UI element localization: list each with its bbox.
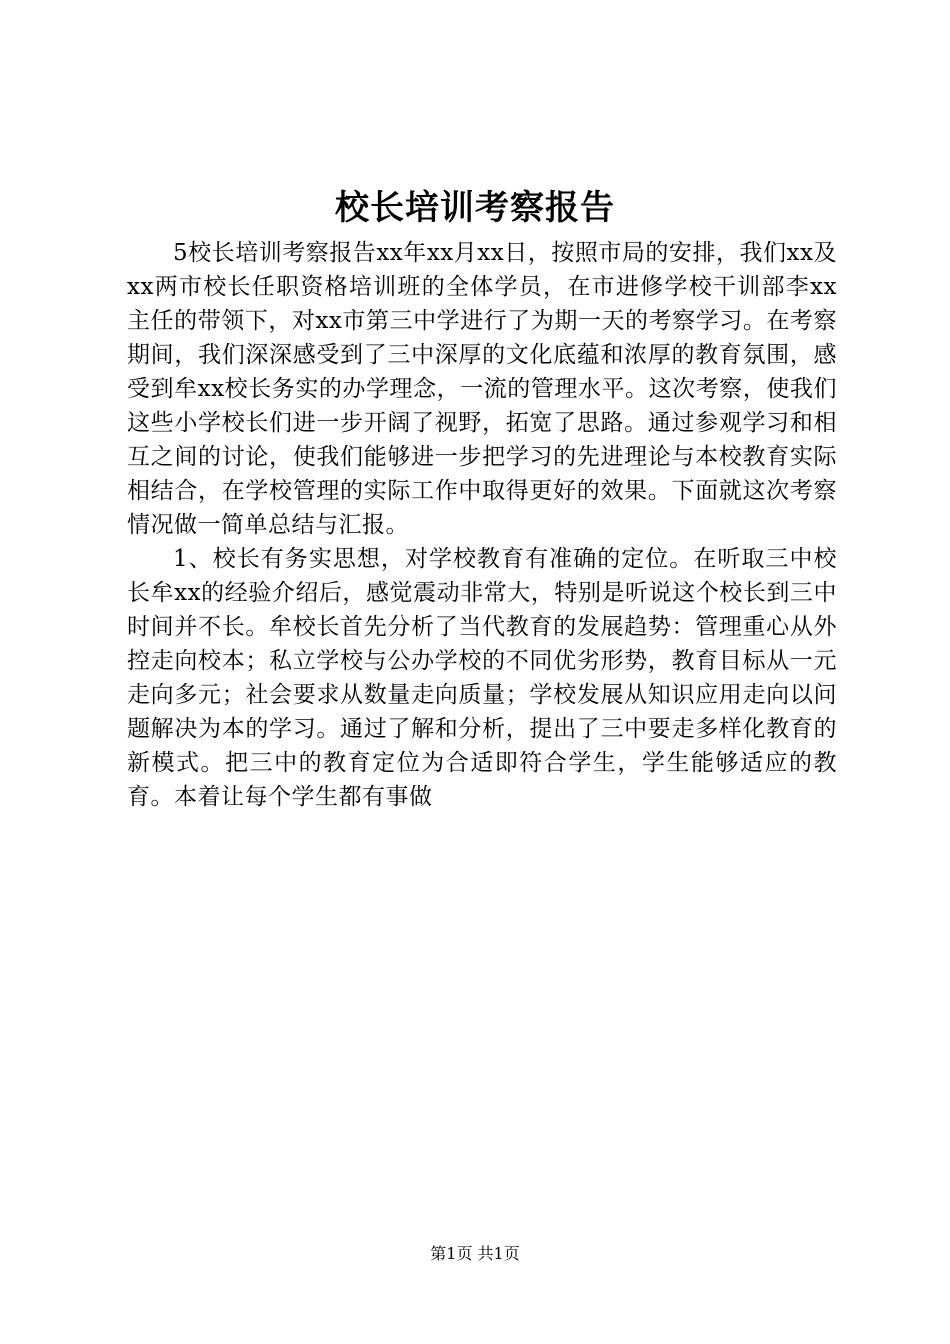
- body-paragraph-2: 1、校长有务实思想，对学校教育有准确的定位。在听取三中校长牟xx的经验介绍后，感觉震动非常大，特别是听说这个校长到三中时间并不长。牟校长首先分析了当代教育的发展趋势：管理重心从外控走向校本；私立学校与公办学校的不同优劣形势，教育目标从一元走向多元；社会要求从数量走向质量；学校发展从知识应用走向以问题解决为本的学习。通过了解和分析，提出了三中要走多样化教育的新模式。把三中的教育定位为合适即符合学生，学生能够适应的教育。本着让每个学生都有事做: [127, 546, 837, 810]
- document-title: 校长培训考察报告: [335, 188, 615, 228]
- page-number-footer: 第1页 共1页: [430, 1244, 520, 1263]
- body-paragraph-1: 5校长培训考察报告xx年xx月xx日，按照市局的安排，我们xx及xx两市校长任职资格培训班的全体学员，在市进修学校干训部李xx主任的带领下，对xx市第三中学进行了为期一天的考察学习。在考察期间，我们深深感受到了三中深厚的文化底蕴和浓厚的教育氛围，感受到牟xx校长务实的办学理念，一流的管理水平。这次考察，使我们这些小学校长们进一步开阔了视野，拓宽了思路。通过参观学习和相互之间的讨论，使我们能够进一步把学习的先进理论与本校教育实际相结合，在学校管理的实际工作中取得更好的效果。下面就这次考察情况做一简单总结与汇报。: [127, 240, 837, 538]
- document-body: [127, 236, 837, 814]
